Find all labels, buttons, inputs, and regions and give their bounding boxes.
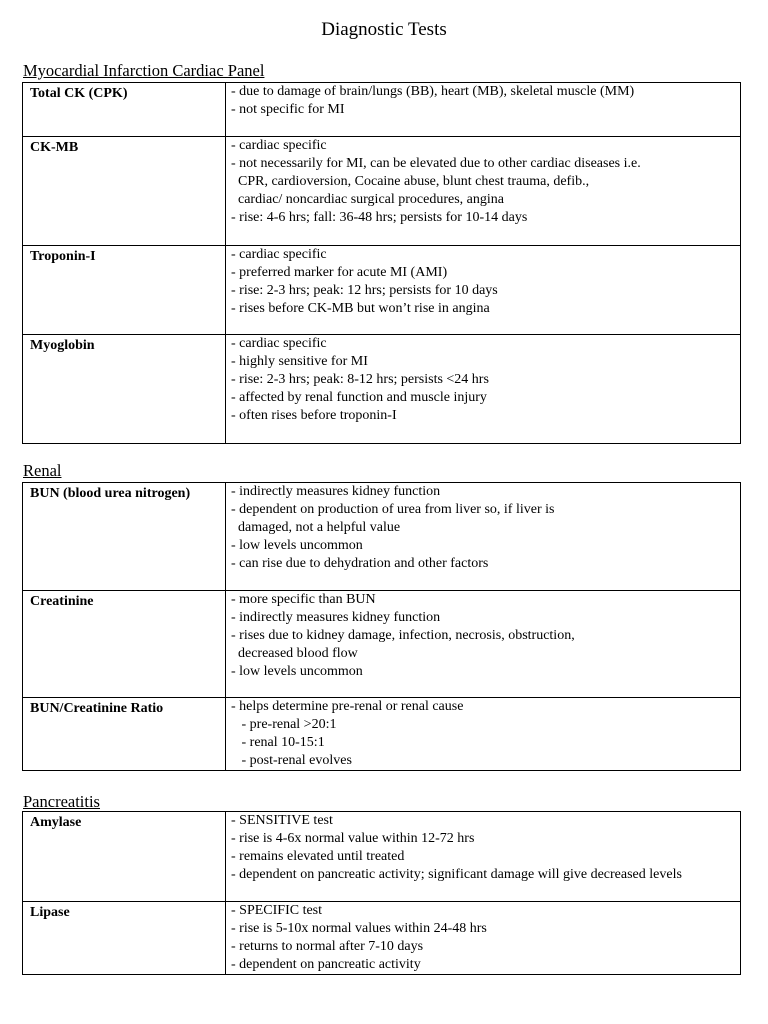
test-name: Total CK (CPK) bbox=[23, 83, 226, 137]
table-row bbox=[23, 698, 741, 771]
description-line: decreased blood flow bbox=[231, 646, 358, 661]
description-line: - highly sensitive for MI bbox=[231, 354, 368, 369]
test-name: Creatinine bbox=[23, 591, 226, 698]
table-row bbox=[23, 83, 741, 137]
description-line: - cardiac specific bbox=[231, 247, 327, 262]
description-line: - SPECIFIC test bbox=[231, 903, 323, 918]
description-line: - indirectly measures kidney function bbox=[231, 484, 441, 499]
test-description bbox=[226, 246, 741, 335]
description-line: - rise: 4-6 hrs; fall: 36-48 hrs; persists for 10-14 days bbox=[231, 210, 528, 225]
section-heading-cardiac-panel: Myocardial Infarction Cardiac Panel bbox=[23, 61, 265, 80]
description-line: - remains elevated until treated bbox=[231, 849, 405, 864]
table-row bbox=[23, 902, 741, 975]
test-description bbox=[226, 698, 741, 771]
description-line: - pre-renal >20:1 bbox=[231, 717, 337, 732]
description-line: - low levels uncommon bbox=[231, 664, 363, 679]
description-line: - cardiac specific bbox=[231, 138, 327, 153]
description-line: - rise is 5-10x normal values within 24-48 hrs bbox=[231, 921, 487, 936]
table-row bbox=[23, 335, 741, 444]
table-row bbox=[23, 246, 741, 335]
table-row bbox=[23, 483, 741, 591]
section-heading-pancreatitis: Pancreatitis bbox=[23, 792, 100, 811]
description-line: - rises due to kidney damage, infection, necrosis, obstruction, bbox=[231, 628, 575, 643]
description-line: CPR, cardioversion, Cocaine abuse, blunt chest trauma, defib., bbox=[231, 174, 590, 189]
description-line: - SENSITIVE test bbox=[231, 813, 333, 828]
description-line: - returns to normal after 7-10 days bbox=[231, 939, 424, 954]
description-line: - dependent on pancreatic activity bbox=[231, 957, 421, 972]
description-line: - due to damage of brain/lungs (BB), heart (MB), skeletal muscle (MM) bbox=[231, 84, 635, 99]
test-description bbox=[226, 483, 741, 591]
table-row bbox=[23, 812, 741, 902]
section-heading-renal: Renal bbox=[23, 461, 62, 480]
test-description bbox=[226, 591, 741, 698]
description-line: - rise is 4-6x normal value within 12-72 hrs bbox=[231, 831, 475, 846]
test-name: Lipase bbox=[23, 902, 226, 975]
test-description bbox=[226, 137, 741, 246]
test-name: Myoglobin bbox=[23, 335, 226, 444]
description-line: - more specific than BUN bbox=[231, 592, 376, 607]
description-line: - dependent on pancreatic activity; significant damage will give decreased levels bbox=[231, 867, 682, 882]
document-title: Diagnostic Tests bbox=[321, 19, 447, 40]
test-name: Amylase bbox=[23, 812, 226, 902]
description-line: - not necessarily for MI, can be elevated due to other cardiac diseases i.e. bbox=[231, 156, 641, 171]
description-line: - affected by renal function and muscle injury bbox=[231, 390, 487, 405]
description-line: - not specific for MI bbox=[231, 102, 345, 117]
pancreatitis-table bbox=[22, 811, 741, 975]
description-line: - indirectly measures kidney function bbox=[231, 610, 441, 625]
description-line: - renal 10-15:1 bbox=[231, 735, 325, 750]
test-description bbox=[226, 812, 741, 902]
table-row bbox=[23, 137, 741, 246]
test-name: CK-MB bbox=[23, 137, 226, 246]
test-description bbox=[226, 902, 741, 975]
description-line: - cardiac specific bbox=[231, 336, 327, 351]
test-name: Troponin-I bbox=[23, 246, 226, 335]
test-name: BUN (blood urea nitrogen) bbox=[23, 483, 226, 591]
description-line: - rise: 2-3 hrs; peak: 12 hrs; persists for 10 days bbox=[231, 283, 498, 298]
cardiac-panel-table bbox=[22, 82, 741, 444]
test-description bbox=[226, 83, 741, 137]
test-name: BUN/Creatinine Ratio bbox=[23, 698, 226, 771]
description-line: cardiac/ noncardiac surgical procedures, angina bbox=[231, 192, 504, 207]
description-line: - often rises before troponin-I bbox=[231, 408, 397, 423]
test-description bbox=[226, 335, 741, 444]
description-line: - helps determine pre-renal or renal cause bbox=[231, 699, 464, 714]
renal-table bbox=[22, 482, 741, 771]
table-row bbox=[23, 591, 741, 698]
description-line: - dependent on production of urea from liver so, if liver is bbox=[231, 502, 555, 517]
description-line: - can rise due to dehydration and other factors bbox=[231, 556, 489, 571]
description-line: - rises before CK-MB but won’t rise in angina bbox=[231, 301, 490, 316]
description-line: damaged, not a helpful value bbox=[231, 520, 401, 535]
description-line: - rise: 2-3 hrs; peak: 8-12 hrs; persists <24 hrs bbox=[231, 372, 489, 387]
description-line: - low levels uncommon bbox=[231, 538, 363, 553]
description-line: - preferred marker for acute MI (AMI) bbox=[231, 265, 448, 280]
description-line: - post-renal evolves bbox=[231, 753, 352, 768]
